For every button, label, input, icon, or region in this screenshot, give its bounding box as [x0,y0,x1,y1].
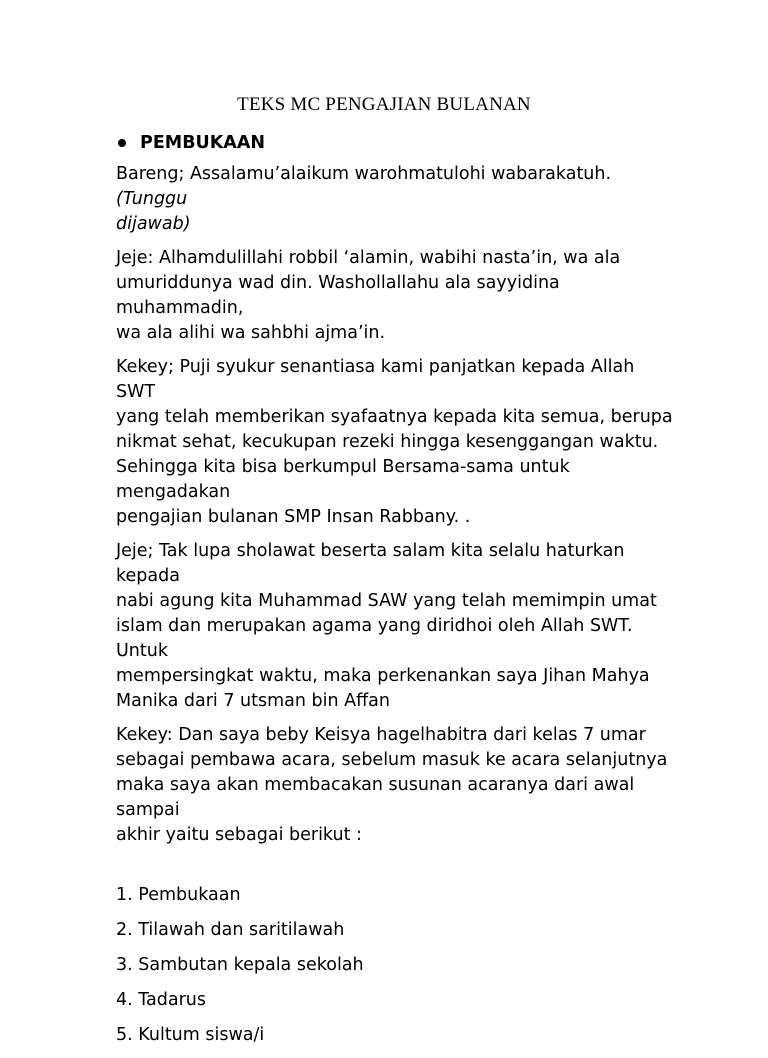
bullet-icon [118,139,126,147]
paragraph-kekey-2: Kekey: Dan saya beby Keisya hagelhabitra dari kelas 7 umar sebagai pembawa acara, sebelum masuk ke acara selanjutnya maka saya akan membacakan susunan acaranya dari awal sampai akhir yaitu sebagai berikut : [116,725,668,845]
paragraph-kekey-1: Kekey; Puji syukur senantiasa kami panjatkan kepada Allah SWT yang telah memberikan syafaatnya kepada kita semua, berupa nikmat sehat, kecukupan rezeki hingga kesenggangan waktu. Sehingga kita bisa berkumpul Bersama-sama untuk mengadakan pengajian bulanan SMP Insan Rabbany. . [116,357,673,527]
section-heading-text: PEMBUKAAN [140,132,266,153]
agenda-item: 3. Sambutan kepala sekolah [116,955,364,975]
section-heading [116,130,676,156]
agenda-item: 2. Tilawah dan saritilawah [116,920,345,940]
paragraph-jeje-1: Jeje: Alhamdulillahi robbil ‘alamin, wabihi nasta’in, wa ala umuriddunya wad din. Washollallahu ala sayyidina muhammadin, wa ala alihi wa sahbhi ajma’in. [116,248,621,343]
greeting-text: Bareng; Assalamu’alaikum warohmatulohi wabarakatuh. [116,164,612,184]
agenda-list [116,883,676,1048]
document-title: TEKS MC PENGAJIAN BULANAN [237,94,531,115]
agenda-item: 4. Tadarus [116,990,207,1010]
agenda-item: 1. Pembukaan [116,885,241,905]
agenda-item: 5. Kultum siswa/i [116,1025,265,1045]
paragraph-greeting [116,162,676,237]
paragraph-jeje-2: Jeje; Tak lupa sholawat beserta salam kita selalu haturkan kepada nabi agung kita Muhammad SAW yang telah memimpin umat islam dan merupakan agama yang diridhoi oleh Allah SWT. Untuk mempersingkat waktu, maka perkenankan saya Jihan Mahya Manika dari 7 utsman bin Affan [116,541,657,711]
spacer [116,857,676,883]
document-body [116,130,676,1058]
greeting-italic-note: (Tunggu dijawab) [116,189,191,234]
